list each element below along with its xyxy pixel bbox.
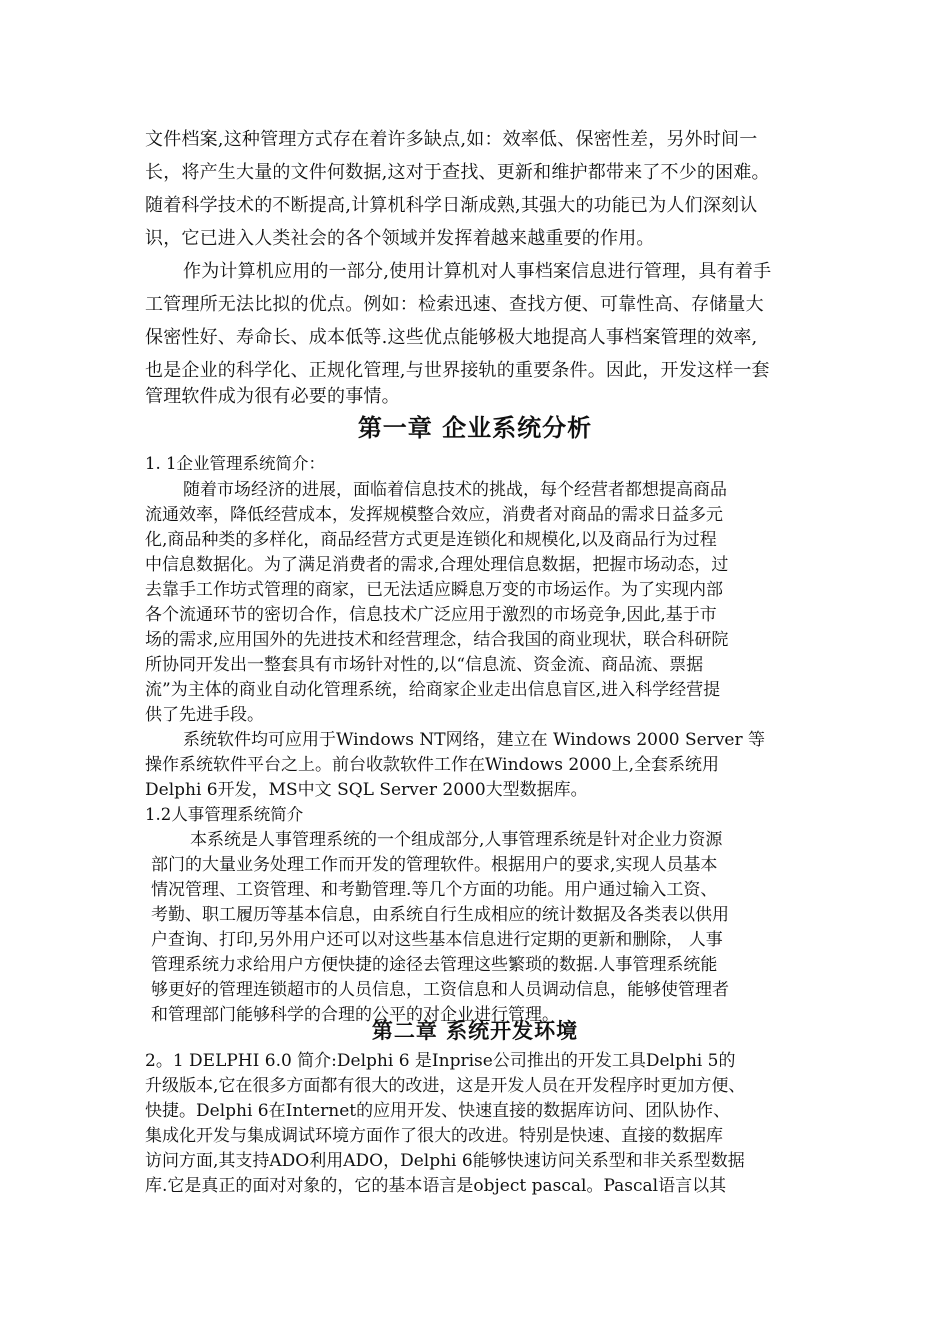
text-line: 作为计算机应用的一部分,使用计算机对人事档案信息进行管理，具有着手 (183, 261, 772, 282)
text-line: 2。1 DELPHI 6.0 简介:Delphi 6 是Inprise公司推出的开发工具Delphi 5的 (145, 1051, 736, 1071)
text-line: 户查询、打印,另外用户还可以对这些基本信息进行定期的更新和删除， 人事 (151, 930, 723, 950)
text-line: 文件档案,这种管理方式存在着许多缺点,如：效率低、保密性差，另外时间一 (145, 129, 758, 150)
text-line: 系统软件均可应用于Windows NT网络，建立在 Windows 2000 Server 等 (183, 730, 766, 750)
text-line: 也是企业的科学化、正规化管理,与世界接轨的重要条件。因此，开发这样一套 (145, 360, 770, 381)
text-line: 场的需求,应用国外的先进技术和经营理念，结合我国的商业现状，联合科研院 (145, 630, 729, 650)
text-line: 流通效率，降低经营成本，发挥规模整合效应，消费者对商品的需求日益多元 (145, 505, 723, 525)
text-line: 所协同开发出一整套具有市场针对性的,以“信息流、资金流、商品流、票据 (145, 655, 704, 675)
text-line: 够更好的管理连锁超市的人员信息，工资信息和人员调动信息，能够使管理者 (151, 980, 729, 1000)
text-line: 去靠手工作坊式管理的商家，已无法适应瞬息万变的市场运作。为了实现内部 (145, 580, 723, 600)
section-1-2-title: 1.2人事管理系统简介 (145, 805, 304, 824)
text-line: 库.它是真正的面对对象的，它的基本语言是object pascal。Pascal语言以其 (145, 1176, 727, 1196)
text-line: 中信息数据化。为了满足消费者的需求,合理处理信息数据，把握市场动态，过 (145, 555, 729, 575)
text-line: 随着科学技术的不断提高,计算机科学日渐成熟,其强大的功能已为人们深刻认 (145, 195, 758, 216)
text-line: 化,商品种类的多样化，商品经营方式更是连锁化和规模化,以及商品行为过程 (145, 530, 717, 550)
text-line: 长，将产生大量的文件何数据,这对于查找、更新和维护都带来了不少的困难。 (145, 162, 770, 183)
text-line: 访问方面,其支持ADO利用ADO，Delphi 6能够快速访问关系型和非关系型数据 (145, 1151, 745, 1171)
text-line: 升级版本,它在很多方面都有很大的改进，这是开发人员在开发程序时更加方便、 (145, 1076, 746, 1096)
text-line: 识，它已进入人类社会的各个领域并发挥着越来越重要的作用。 (145, 228, 655, 249)
text-line: 操作系统软件平台之上。前台收款软件工作在Windows 2000上,全套系统用 (145, 755, 720, 775)
text-line: 和管理部门能够科学的合理的公平的对企业进行管理。 (151, 1005, 559, 1025)
text-line: 工管理所无法比拟的优点。例如：检索迅速、查找方便、可靠性高、存储量大 (145, 294, 764, 315)
text-line: 管理软件成为很有必要的事情。 (145, 386, 400, 407)
text-line: 流”为主体的商业自动化管理系统，给商家企业走出信息盲区,进入科学经营提 (145, 680, 721, 700)
chapter-1-heading: 第一章 企业系统分析 (357, 413, 593, 442)
text-line: 本系统是人事管理系统的一个组成部分,人事管理系统是针对企业力资源 (190, 830, 723, 850)
text-line: 供了先进手段。 (145, 705, 264, 725)
section-1-1-title: 1. 1企业管理系统简介： (145, 454, 325, 473)
text-line: 快捷。Delphi 6在Internet的应用开发、快速直接的数据库访问、团队协作、 (145, 1101, 731, 1121)
text-line: 各个流通环节的密切合作，信息技术广泛应用于激烈的市场竞争,因此,基于市 (145, 605, 717, 625)
text-line: 集成化开发与集成调试环境方面作了很大的改进。特别是快速、直接的数据库 (145, 1126, 723, 1146)
text-line: 考勤、职工履历等基本信息，由系统自行生成相应的统计数据及各类表以供用 (151, 905, 729, 925)
text-line: 部门的大量业务处理工作而开发的管理软件。根据用户的要求,实现人员基本 (151, 855, 718, 875)
text-line: 随着市场经济的进展，面临着信息技术的挑战，每个经营者都想提高商品 (183, 480, 727, 500)
text-line: 管理系统力求给用户方便快捷的途径去管理这些繁琐的数据.人事管理系统能 (151, 955, 718, 975)
text-line: 情况管理、工资管理、和考勤管理.等几个方面的功能。用户通过输入工资、 (151, 880, 718, 900)
text-line: Delphi 6开发，MS中文 SQL Server 2000大型数据库。 (145, 780, 588, 800)
chapter-2-heading: 第二章 系统开发环境 (371, 1018, 579, 1043)
text-line: 保密性好、寿命长、成本低等.这些优点能够极大地提高人事档案管理的效率, (145, 327, 758, 348)
